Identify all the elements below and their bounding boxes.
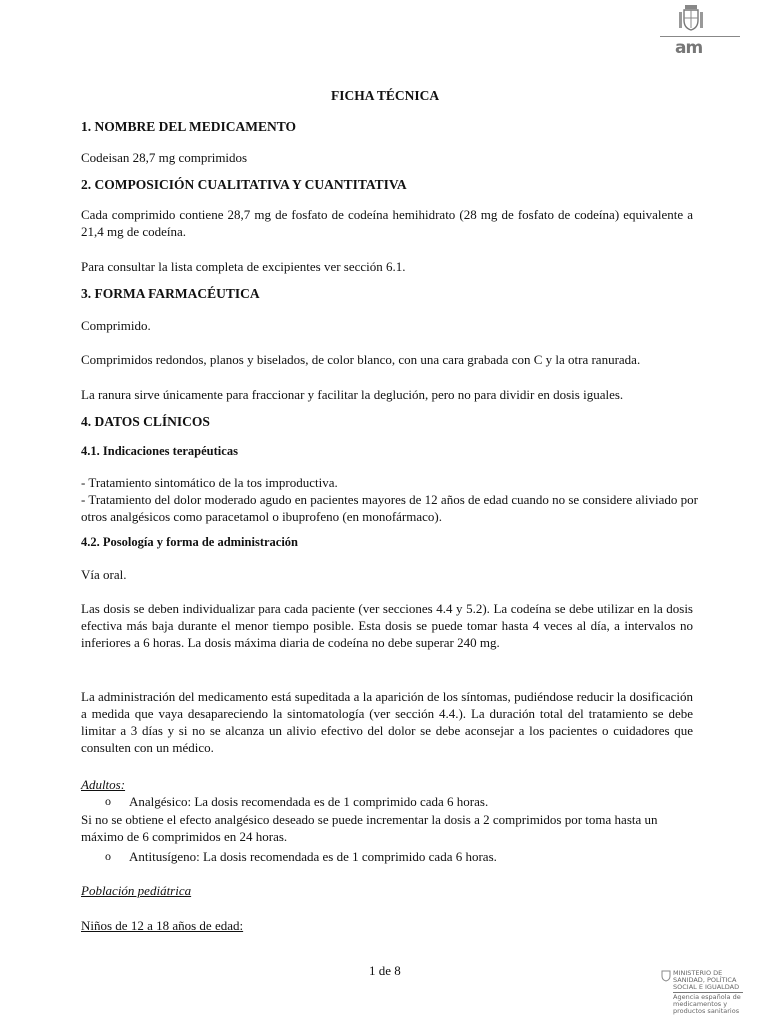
adults-subheading: Adultos: bbox=[81, 777, 126, 792]
header-rule bbox=[660, 36, 740, 37]
section-1-text: Codeisan 28,7 mg comprimidos bbox=[81, 150, 248, 165]
page-number: 1 de 8 bbox=[369, 963, 401, 978]
adults-paragraph: Si no se obtiene el efecto analgésico deseado se puede incrementar la dosis a 2 comprimidos por toma hasta un máximo de 6 comprimidos en 24 horas. bbox=[81, 812, 658, 844]
section-4-1-heading: 4.1. Indicaciones terapéuticas bbox=[81, 444, 238, 458]
posology-paragraph-1: Las dosis se deben individualizar para cada paciente (ver secciones 4.4 y 5.2). La codeína se debe utilizar en la dosis efectiva más baja durante el menor tiempo posible. Esta dosis se puede tomar hasta 4 veces al día, a intervalos no inferiores a 6 horas. La dosis máxima diaria de codeína no debe superar 240 mg. bbox=[81, 601, 693, 650]
section-2-paragraph-1: Cada comprimido contiene 28,7 mg de fosfato de codeína hemihidrato (28 mg de fosfato de codeína) equivalente a 21,4 mg de codeína. bbox=[81, 207, 693, 239]
document-title: FICHA TÉCNICA bbox=[331, 88, 440, 103]
ministry-name: MINISTERIO DE SANIDAD, POLÍTICA SOCIAL E IGUALDAD bbox=[673, 969, 740, 991]
bullet-marker: o bbox=[105, 849, 111, 863]
section-4-heading: 4. DATOS CLÍNICOS bbox=[81, 414, 210, 429]
section-1-heading: 1. NOMBRE DEL MEDICAMENTO bbox=[81, 119, 297, 134]
agency-name: Agencia española de medicamentos y productos sanitarios bbox=[673, 992, 743, 1015]
children-12-18-subheading: Niños de 12 a 18 años de edad: bbox=[81, 918, 244, 933]
section-3-heading: 3. FORMA FARMACÉUTICA bbox=[81, 286, 260, 301]
adults-bullet-antitussive: Antitusígeno: La dosis recomendada es de 1 comprimido cada 6 horas. bbox=[129, 849, 497, 864]
indication-line-1: - Tratamiento sintomático de la tos improductiva. bbox=[81, 475, 338, 490]
section-3-paragraph-3: La ranura sirve únicamente para fraccionar y facilitar la deglución, pero no para dividir en dosis iguales. bbox=[81, 387, 624, 402]
section-4-2-heading: 4.2. Posología y forma de administración bbox=[81, 535, 299, 549]
bullet-marker: o bbox=[105, 794, 111, 808]
section-2-paragraph-2: Para consultar la lista completa de excipientes ver sección 6.1. bbox=[81, 259, 406, 274]
ministry-crest-icon bbox=[661, 970, 671, 982]
pediatric-subheading: Población pediátrica bbox=[81, 883, 192, 898]
indication-line-2: - Tratamiento del dolor moderado agudo en pacientes mayores de 12 años de edad cuando no se considere aliviado por otros analgésicos como paracetamol o ibuprofeno (en monofármaco). bbox=[81, 492, 698, 524]
posology-route: Vía oral. bbox=[81, 567, 127, 582]
spain-coat-of-arms-icon bbox=[678, 4, 704, 34]
agency-logo: am bbox=[675, 38, 703, 58]
section-3-paragraph-1: Comprimido. bbox=[81, 318, 151, 333]
ministry-footer-logo bbox=[673, 970, 743, 1015]
posology-paragraph-2: La administración del medicamento está supeditada a la aparición de los síntomas, pudiéndose reducir la dosificación a medida que vaya desapareciendo la sintomatología (ver sección 4.4.). La duración total del tratamiento se debe limitar a 3 días y si no se alcanza un alivio efectivo del dolor se debe aconsejar a los pacientes o cuidadores que consulten con un médico. bbox=[81, 689, 693, 755]
section-2-heading: 2. COMPOSICIÓN CUALITATIVA Y CUANTITATIVA bbox=[81, 177, 407, 192]
adults-bullet-analgesic: Analgésico: La dosis recomendada es de 1 comprimido cada 6 horas. bbox=[129, 794, 489, 809]
section-3-paragraph-2: Comprimidos redondos, planos y biselados, de color blanco, con una cara grabada con C y la otra ranurada. bbox=[81, 352, 641, 367]
